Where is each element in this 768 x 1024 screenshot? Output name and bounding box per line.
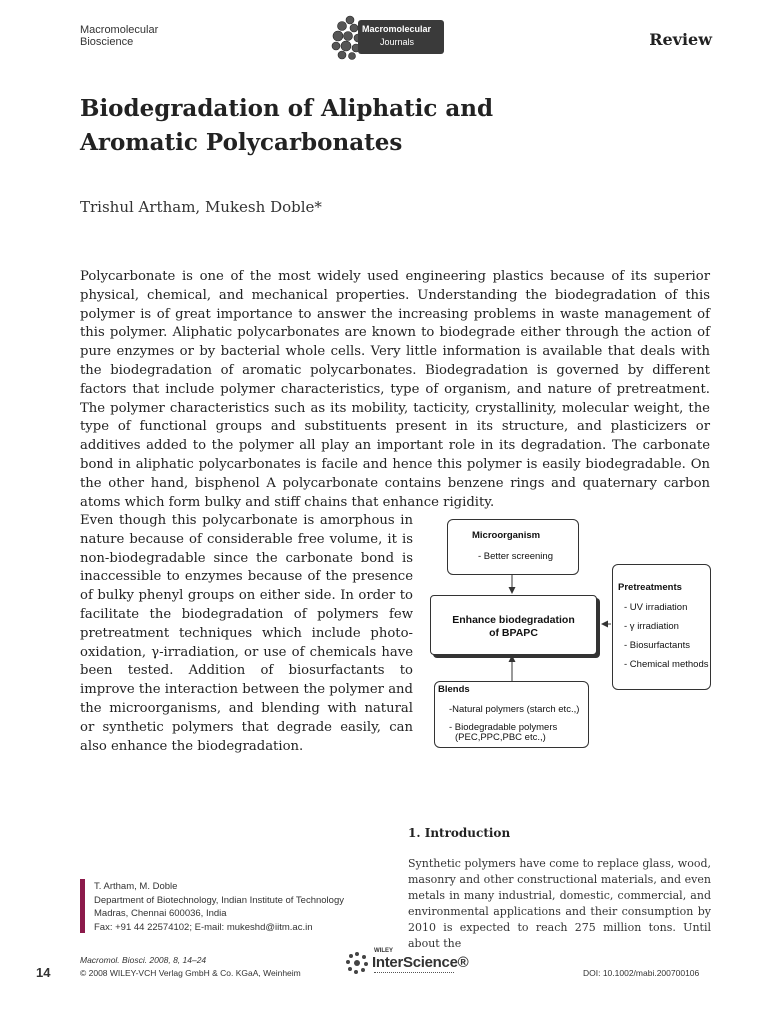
center-line2: of BPAPC xyxy=(489,627,538,639)
section-label: Review xyxy=(649,30,712,49)
pretreatment-item: - Biosurfactants xyxy=(624,640,690,651)
logo-title: Macromolecular xyxy=(362,24,432,34)
center-line1: Enhance biodegradation xyxy=(452,614,575,626)
blends-item-natural: -Natural polymers (starch etc.,) xyxy=(449,704,580,715)
copyright: © 2008 WILEY-VCH Verlag GmbH & Co. KGaA, Weinheim xyxy=(80,968,301,978)
abstract-paragraph: Polycarbonate is one of the most widely used engineering plastics because of its superior physical, chemical, and mechanical properties. Understanding the biodegradation of this polymer is of great importance to answer the increasing problems in waste management of this polymer. Aliphatic polycarbonates are known to biodegrade either through the action of pure enzymes or by bacterial whole cells. Very little information is available that deals with the biodegradation of aromatic polycarbonates. Biodegradation is governed by different factors that include polymer characteristics, type of organism, and nature of pretreatment. The polymer characteristics such as its mobility, tacticity, crystallinity, molecular weight, the type of functional groups and substituents present in its structure, and plasticizers or additives added to the polymer all play an important role in its degradation. The carbonate bond in aliphatic polycarbonates is facile and hence this polymer is easily biodegradable. On the other hand, bisphenol A polycarbonate contains benzene rings and quaternary carbon atoms which form bulky and stiff chains that enhance rigidity. xyxy=(80,269,710,510)
affiliation-city: Madras, Chennai 600036, India xyxy=(94,908,227,919)
pretreatments-box xyxy=(612,564,711,690)
interscience-tagline-rule xyxy=(374,972,454,976)
affiliation-accent-bar xyxy=(80,879,85,933)
microorganism-heading: Microorganism xyxy=(472,530,541,541)
journal-name-line2: Bioscience xyxy=(80,36,134,48)
authors: Trishul Artham, Mukesh Doble* xyxy=(80,198,322,216)
title-line2: Aromatic Polycarbonates xyxy=(80,129,403,156)
interscience-logo xyxy=(344,948,469,980)
blends-item-biodegradable: - Biodegradable polymers xyxy=(449,722,558,733)
article-title xyxy=(80,92,640,160)
journal-name-line1: Macromolecular xyxy=(80,24,159,36)
introduction-paragraph: Synthetic polymers have come to replace glass, wood, masonry and other constructional materials, and even metals in many industrial, domestic, commercial, and environmental applications and their consumption by 2010 is expected to reach 275 million tons. Until about the xyxy=(408,857,711,950)
interscience-wordmark: InterScience® xyxy=(372,954,469,971)
abstract-continuation: Even though this polycarbonate is amorphous in nature because of considerable free volume, it is non-biodegradable since the carbonate bond is inaccessible to enzymes because of the presence of bulky phenyl groups on either side. In order to facilitate the biodegradation of polymers few pretreatment techniques which include photo-oxidation, γ-irradiation, or use of chemicals have been tested. Addition of biosurfactants to improve the interaction between the polymer and the microorganisms, and blending with natural or synthetic polymers that degrade easily, can also enhance the biodegradation. xyxy=(80,513,413,754)
page-number: 14 xyxy=(36,965,51,980)
logo-subtitle: Journals xyxy=(380,37,415,47)
citation: Macromol. Biosci. 2008, 8, 14–24 xyxy=(80,955,207,965)
globe-icon xyxy=(344,950,370,976)
blends-heading: Blends xyxy=(438,684,470,695)
title-line1: Biodegradation of Aliphatic and xyxy=(80,95,494,122)
blends-box xyxy=(434,681,589,748)
doi: DOI: 10.1002/mabi.200700106 xyxy=(583,968,700,978)
blends-item-examples: (PEC,PPC,PBC etc.,) xyxy=(455,732,546,743)
journals-logo xyxy=(328,14,450,62)
affiliation-names: T. Artham, M. Doble xyxy=(94,881,178,892)
journal-name xyxy=(80,24,158,48)
introduction-heading: 1. Introduction xyxy=(408,826,511,840)
pretreatments-heading: Pretreatments xyxy=(618,582,682,593)
graphical-abstract-diagram xyxy=(428,516,713,752)
microorganism-item: - Better screening xyxy=(478,551,553,562)
center-box xyxy=(430,595,597,655)
pretreatment-item: - UV irradiation xyxy=(624,602,688,613)
citation-block xyxy=(80,954,301,980)
affiliation-block xyxy=(94,880,344,934)
pretreatment-item: - γ irradiation xyxy=(624,621,679,632)
affiliation-contact: Fax: +91 44 22574102; E-mail: mukeshd@iitm.ac.in xyxy=(94,921,313,933)
affiliation-dept: Department of Biotechnology, Indian Institute of Technology xyxy=(94,894,344,906)
pretreatment-item: - Chemical methods xyxy=(624,659,709,670)
wiley-label: WILEY xyxy=(374,948,393,954)
microorganism-box xyxy=(447,519,579,575)
